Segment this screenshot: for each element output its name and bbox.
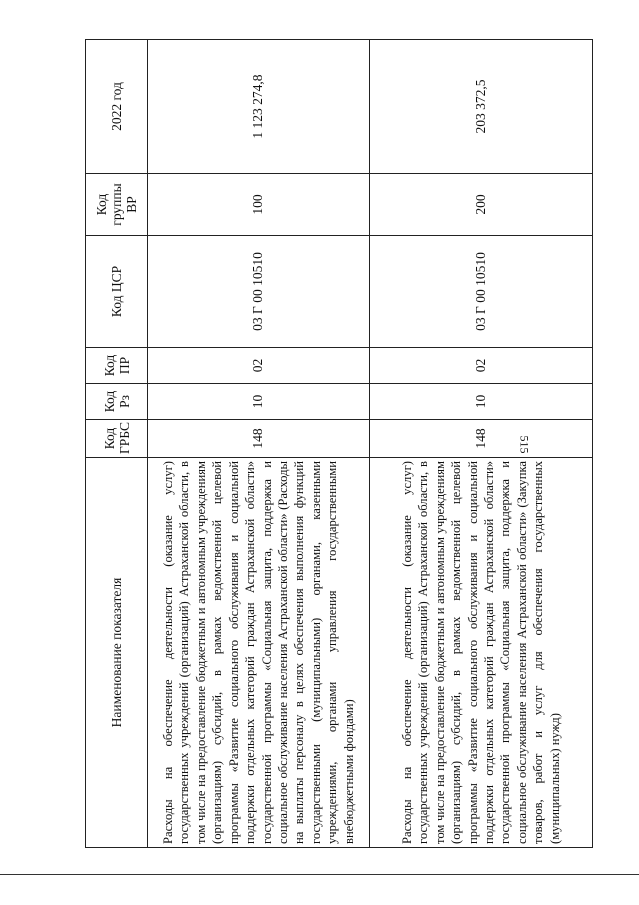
header-year: 2022 год: [86, 40, 148, 174]
row-1-vr: 100: [148, 174, 370, 236]
row-1-rz: 10: [148, 384, 370, 420]
row-1-pr: 02: [148, 348, 370, 384]
row-2-name: Расходы на обеспечение деятельности (оказание услуг) государственных учреждений (организаций) Астраханской области, в том числе на предоставление бюджетным и автономным учреждениям (организациям) субсидий, в рамках ведомственной целевой программы «Развитие социального обслуживания и социальной поддержки отдельных категорий граждан Астраханской области» государственной программы «Социальная защита, поддержка и социальное обслуживание населения Астраханской области» (Закупка товаров, работ и услуг для обеспечения государственных (муниципальных) нужд): [370, 458, 593, 848]
row-2-amount: 203 372,5: [370, 40, 593, 174]
header-grbs: Код ГРБС: [86, 420, 148, 458]
header-rz: Код Рз: [86, 384, 148, 420]
table-header-row: [86, 40, 148, 848]
row-1-grbs: 148: [148, 420, 370, 458]
rotated-table-container: [85, 40, 592, 848]
row-2-csr: 03 Г 00 10510: [370, 236, 593, 348]
header-name: Наименование показателя: [86, 458, 148, 848]
table-row: [148, 40, 370, 848]
table-canvas: [85, 40, 592, 848]
row-1-name: Расходы на обеспечение деятельности (оказание услуг) государственных учреждений (организаций) Астраханской области, в том числе на предоставление бюджетным и автономным учреждениям (организациям) субсидий, в рамках ведомственной целевой программы «Развитие социального обслуживания и социальной поддержки отдельных категорий граждан Астраханской области» государственной программы «Социальная защита, поддержка и социальное обслуживание населения Астраханской области» (Расходы на выплаты персоналу в целях обеспечения выполнения функций государственными (муниципальными) органами, казенными учреждениями, органами управления государственными внебюджетными фондами): [148, 458, 370, 848]
header-csr: Код ЦСР: [86, 236, 148, 348]
row-2-grbs: 148: [370, 420, 593, 458]
row-1-amount: 1 123 274,8: [148, 40, 370, 174]
table-row: [370, 40, 593, 848]
budget-table: [85, 39, 593, 848]
row-2-pr: 02: [370, 348, 593, 384]
row-2-vr: 200: [370, 174, 593, 236]
header-pr: Код ПР: [86, 348, 148, 384]
row-1-csr: 03 Г 00 10510: [148, 236, 370, 348]
page-number: 515: [517, 435, 532, 454]
header-vr: Код группы ВР: [86, 174, 148, 236]
bottom-rule: [0, 874, 639, 875]
row-2-rz: 10: [370, 384, 593, 420]
